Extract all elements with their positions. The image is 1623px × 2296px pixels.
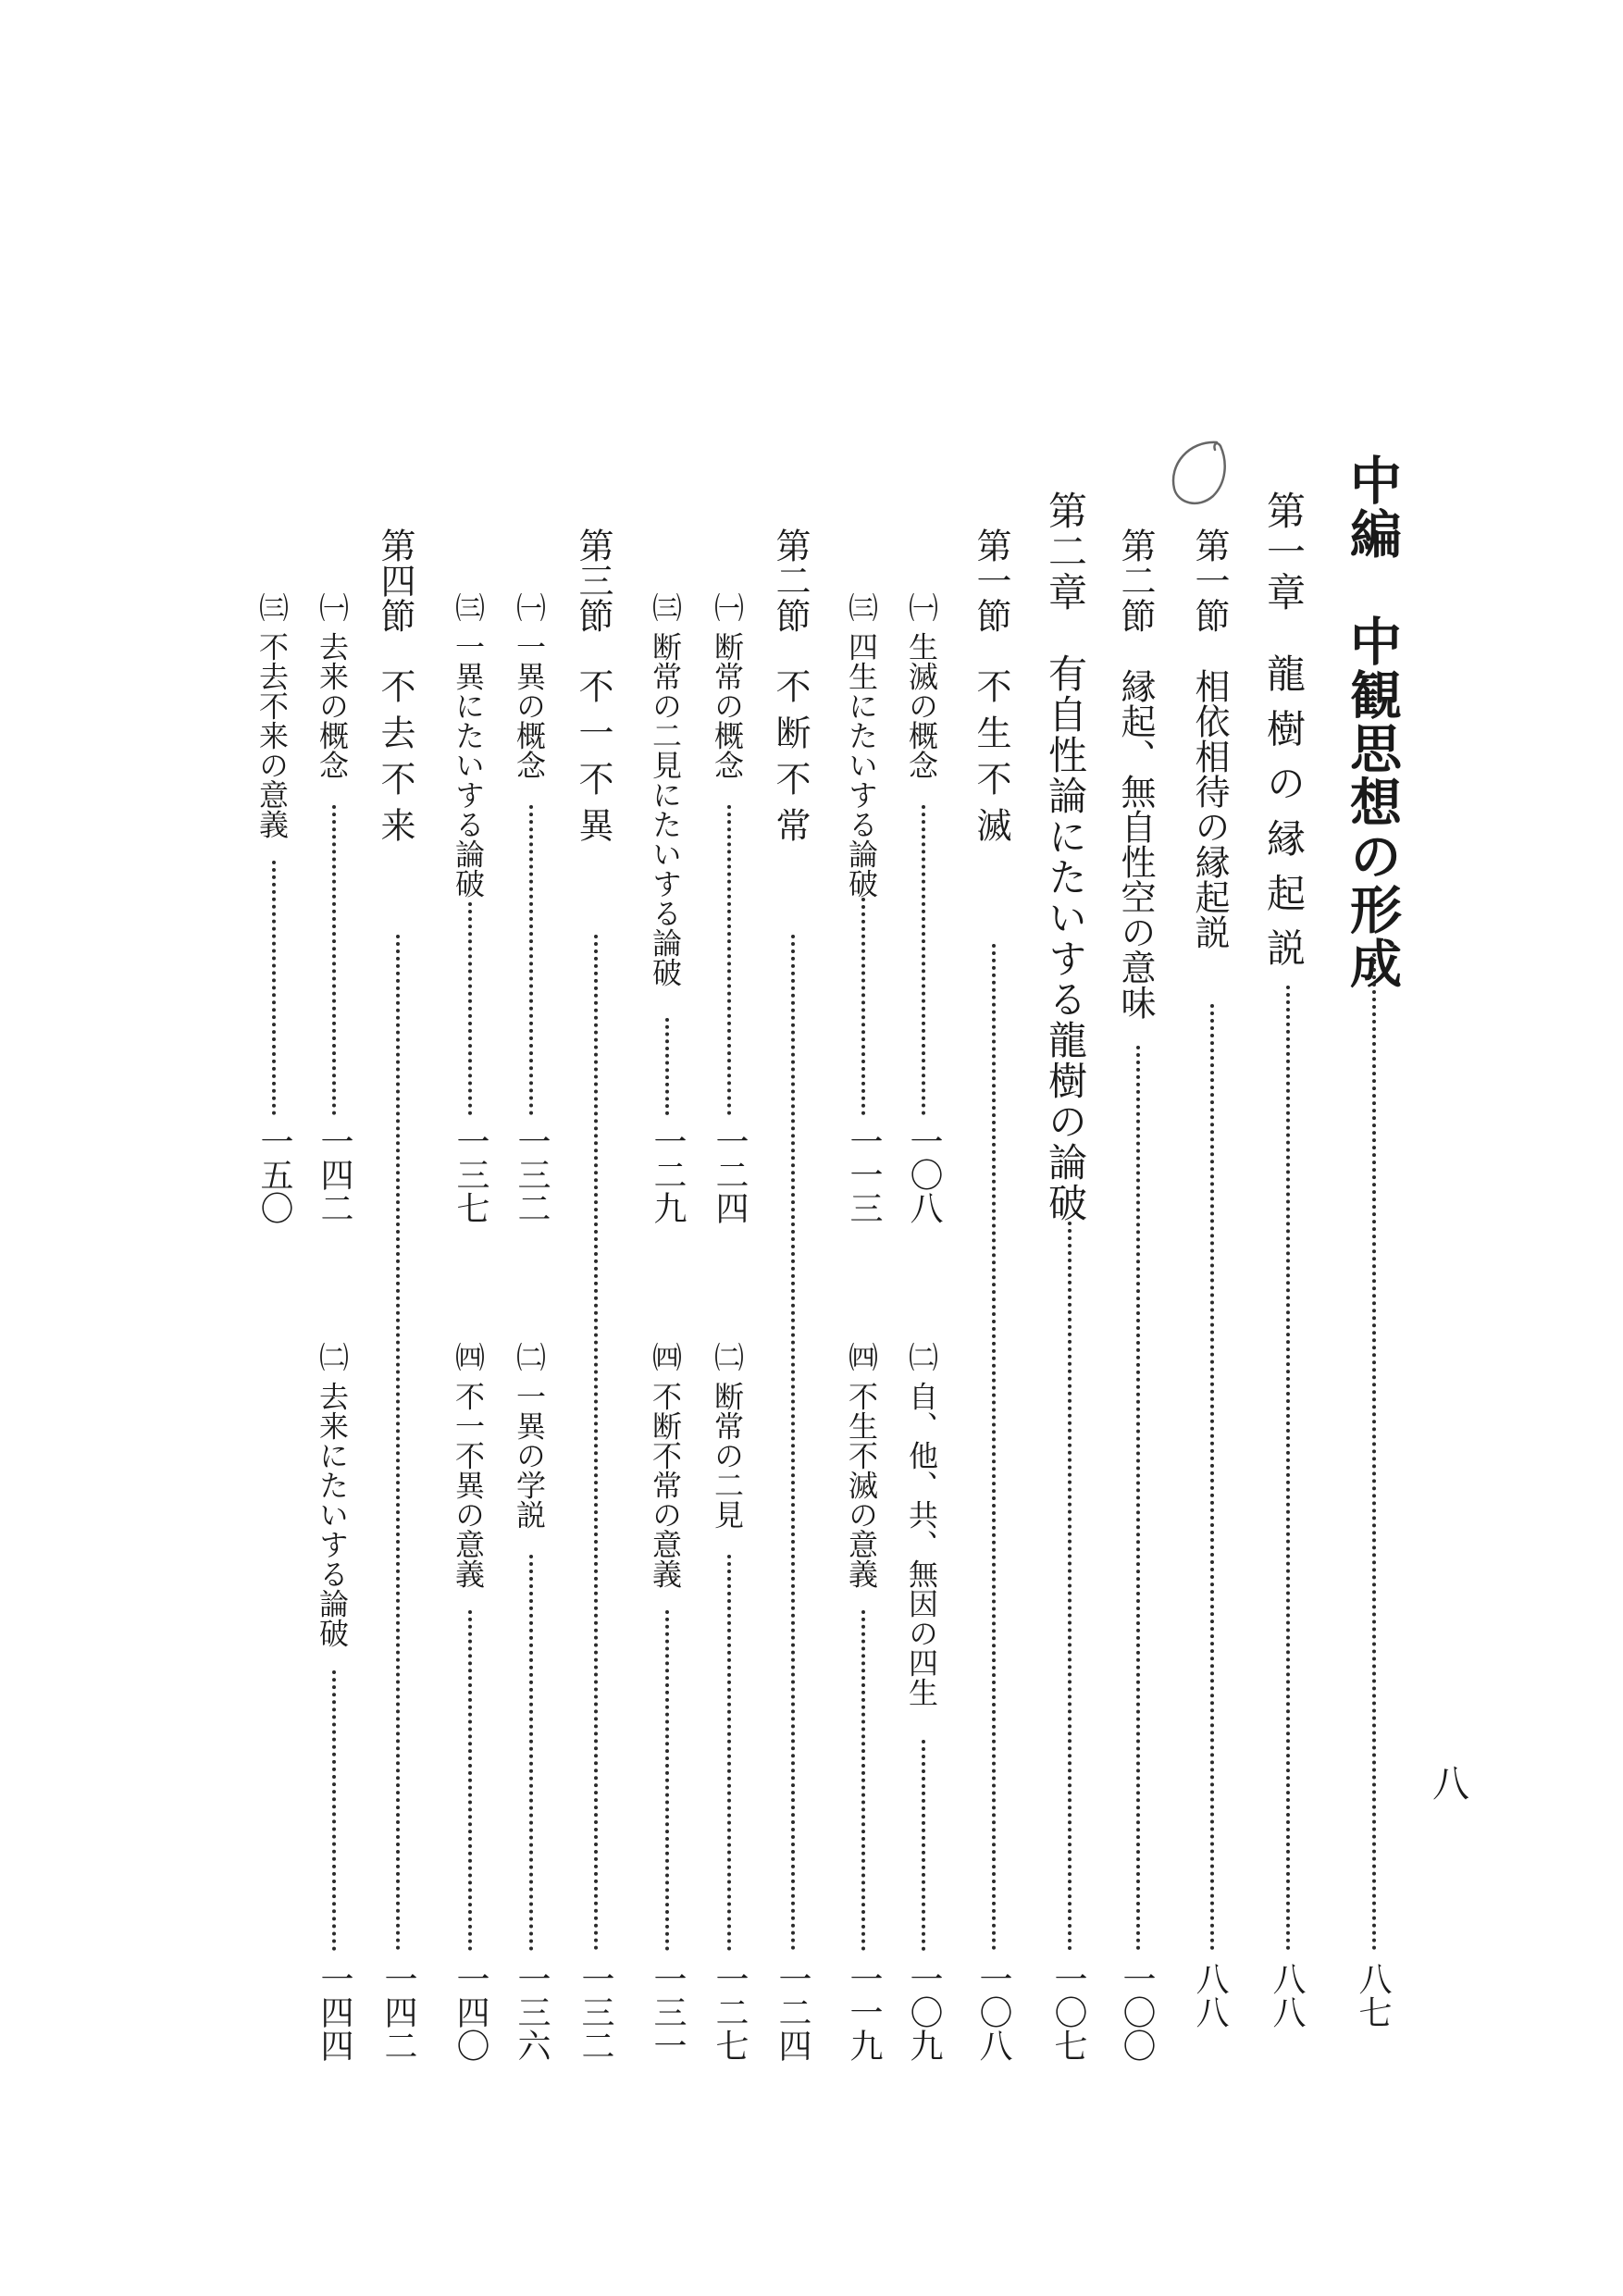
toc-subsection-title: ㈡ 断常の二見 bbox=[710, 1342, 745, 1530]
toc-leader-dots bbox=[861, 898, 865, 1115]
toc-page-number: 一〇七 bbox=[1049, 1962, 1087, 2062]
toc-leader-dots bbox=[468, 1610, 472, 1951]
toc-page-number: 一二九 bbox=[649, 1124, 687, 1224]
toc-subsection-title: ㈠ 生滅の概念 bbox=[904, 592, 939, 780]
toc-subsection-title: ㈡ 自、他、共、無因の四生 bbox=[904, 1342, 939, 1707]
toc-subsection-title: ㈢ 不去不来の意義 bbox=[254, 592, 290, 839]
toc-page-number: 一三一 bbox=[649, 1962, 687, 2062]
toc-leader-dots bbox=[1210, 1004, 1214, 1951]
toc-subsection-title: ㈠ 断常の概念 bbox=[710, 592, 745, 780]
toc-leader-dots bbox=[396, 935, 400, 1951]
toc-page-number: 一〇九 bbox=[905, 1962, 943, 2062]
toc-page-number: 一四二 bbox=[316, 1124, 353, 1224]
toc-leader-dots bbox=[332, 805, 336, 1115]
toc-leader-dots bbox=[529, 1555, 533, 1951]
toc-chapter-title: 第一章 龍 樹 の 縁 起 説 bbox=[1261, 490, 1307, 969]
toc-page-number: 一〇〇 bbox=[1118, 1962, 1156, 2062]
toc-section-title: 第二節 不 断 不 常 bbox=[770, 527, 811, 843]
toc-page-number: 一五〇 bbox=[255, 1124, 293, 1224]
toc-leader-dots bbox=[594, 935, 598, 1951]
toc-leader-dots bbox=[922, 1740, 925, 1951]
toc-page-number: 一四四 bbox=[316, 1962, 353, 2062]
toc-leader-dots bbox=[1372, 953, 1376, 1951]
toc-page-number: 一一九 bbox=[845, 1962, 883, 2062]
toc-leader-dots bbox=[791, 935, 795, 1951]
toc-leader-dots bbox=[1286, 986, 1290, 1951]
toc-section-title: 第二節 縁起、無自性空の意味 bbox=[1115, 527, 1156, 1020]
toc-subsection-title: ㈡ 一異の学説 bbox=[512, 1342, 547, 1530]
toc-section-title: 第一節 不 生 不 滅 bbox=[971, 527, 1011, 843]
toc-page-number: 一二七 bbox=[711, 1962, 749, 2062]
toc-leader-dots bbox=[727, 805, 731, 1115]
toc-page-number: 八八 bbox=[1268, 1962, 1306, 2029]
toc-page-number: 一三七 bbox=[452, 1124, 489, 1224]
toc-page-number: 一一三 bbox=[845, 1124, 883, 1224]
toc-section-title: 第三節 不 一 不 異 bbox=[573, 527, 613, 843]
toc-subsection-title: ㈢ 四生にたいする論破 bbox=[844, 592, 879, 899]
toc-subsection-title: ㈣ 不生不滅の意義 bbox=[844, 1342, 879, 1589]
toc-page-number: 一二四 bbox=[774, 1962, 812, 2062]
toc-leader-dots bbox=[727, 1555, 731, 1951]
toc-page-number: 一〇八 bbox=[905, 1124, 943, 1224]
page-folio: 八 bbox=[1432, 1763, 1469, 1806]
toc-subsection-title: ㈠ 去来の概念 bbox=[315, 592, 350, 780]
toc-leader-dots bbox=[332, 1670, 336, 1951]
toc-page-number: 一三二 bbox=[513, 1124, 551, 1224]
toc-subsection-title: ㈣ 不断不常の意義 bbox=[648, 1342, 683, 1589]
toc-subsection-title: ㈢ 断常の二見にたいする論破 bbox=[648, 592, 683, 987]
toc-leader-dots bbox=[665, 1610, 669, 1951]
toc-leader-dots bbox=[861, 1610, 865, 1951]
toc-subsection-title: ㈡ 去来にたいする論破 bbox=[315, 1342, 350, 1648]
toc-leader-dots bbox=[1068, 1222, 1072, 1951]
toc-section-title: 第一節 相依相待の縁起説 bbox=[1189, 527, 1230, 949]
toc-leader-dots bbox=[1136, 1046, 1140, 1951]
toc-leader-dots bbox=[992, 944, 996, 1951]
toc-page-number: 一〇八 bbox=[974, 1962, 1012, 2062]
toc-subsection-title: ㈠ 一異の概念 bbox=[512, 592, 547, 780]
toc-section-title: 第四節 不 去 不 来 bbox=[375, 527, 415, 843]
toc-leader-dots bbox=[272, 861, 276, 1115]
toc-page-number: 八八 bbox=[1191, 1962, 1229, 2029]
toc-chapter-title: 第二章 有自性論にたいする龍樹の論破 bbox=[1043, 490, 1088, 1223]
toc-subsection-title: ㈢ 一異にたいする論破 bbox=[451, 592, 486, 899]
toc-page-number: 一三六 bbox=[513, 1962, 551, 2062]
toc-leader-dots bbox=[529, 805, 533, 1115]
toc-page-number: 一四〇 bbox=[452, 1962, 489, 2062]
toc-part-title: 中編 中観思想の形成 bbox=[1342, 453, 1403, 990]
toc-leader-dots bbox=[665, 1018, 669, 1115]
toc-page-number: 一二四 bbox=[711, 1124, 749, 1224]
toc-subsection-title: ㈣ 不一不異の意義 bbox=[451, 1342, 486, 1589]
toc-page-number: 一四二 bbox=[379, 1962, 417, 2062]
pencil-mark bbox=[1161, 437, 1237, 513]
toc-leader-dots bbox=[922, 805, 925, 1115]
toc-page-number: 一三二 bbox=[576, 1962, 614, 2062]
toc-page-number: 八七 bbox=[1354, 1962, 1392, 2029]
toc-leader-dots bbox=[468, 902, 472, 1115]
